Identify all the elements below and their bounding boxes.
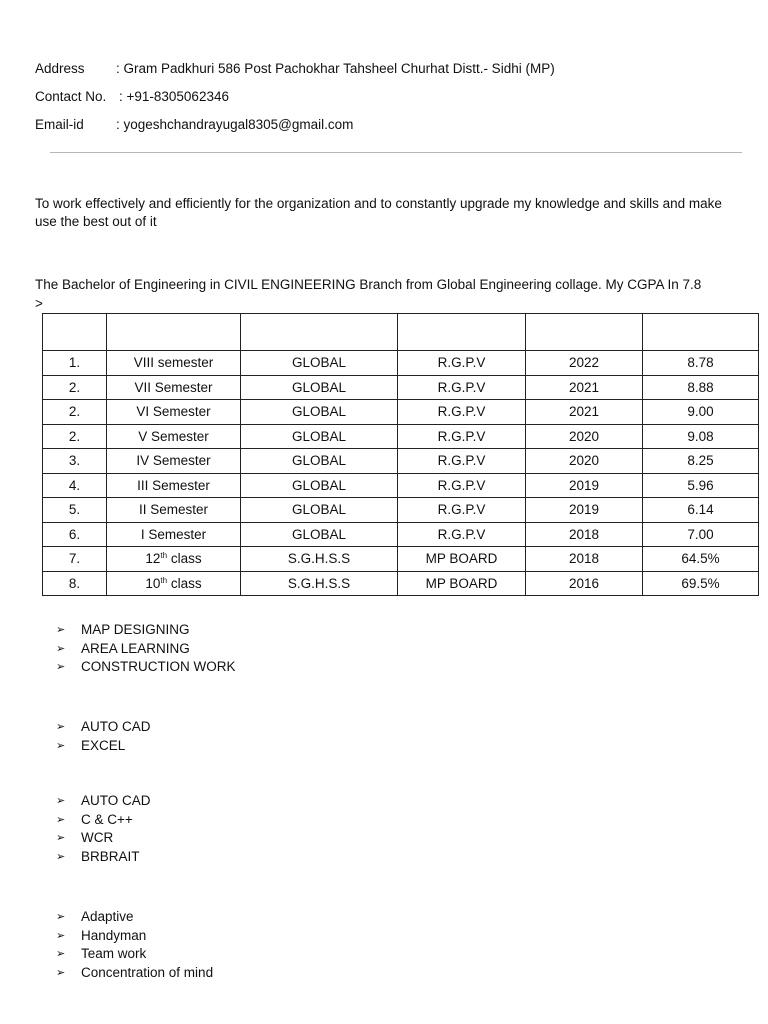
list-item	[56, 811, 151, 830]
row-course	[107, 375, 241, 400]
cell-course: II Semester	[138, 502, 209, 518]
table-row	[43, 375, 759, 400]
row-institute	[241, 571, 398, 596]
cell-score: 64.5%	[681, 551, 720, 567]
address-row	[35, 61, 555, 76]
list-item	[56, 621, 236, 640]
list-item	[56, 640, 236, 659]
row-number	[43, 498, 107, 523]
header-cell	[398, 314, 526, 351]
arrow-bullet-icon: ➢	[56, 661, 66, 674]
row-number	[43, 547, 107, 572]
row-number	[43, 375, 107, 400]
cell-institute: GLOBAL	[291, 428, 347, 444]
cell-board: R.G.P.V	[437, 404, 486, 420]
row-year	[526, 351, 643, 376]
row-course	[107, 522, 241, 547]
table-row	[43, 522, 759, 547]
row-course	[107, 351, 241, 376]
table-row	[43, 400, 759, 425]
list-item-text: BRBRAIT	[81, 848, 140, 864]
row-number	[43, 351, 107, 376]
row-board	[398, 424, 526, 449]
strengths-list	[56, 908, 213, 982]
cell-board: R.G.P.V	[437, 355, 486, 371]
row-year	[526, 473, 643, 498]
table-row	[43, 498, 759, 523]
cell-course: I Semester	[140, 526, 207, 542]
education-marker: >	[35, 296, 43, 311]
cell-board: R.G.P.V	[437, 379, 486, 395]
row-board	[398, 547, 526, 572]
row-institute	[241, 375, 398, 400]
arrow-bullet-icon: ➢	[56, 850, 66, 863]
arrow-bullet-icon: ➢	[56, 624, 66, 636]
cell-no: 3.	[68, 453, 81, 469]
arrow-bullet-icon: ➢	[56, 721, 66, 733]
list-item-text: WCR	[81, 830, 114, 846]
arrow-bullet-icon: ➢	[56, 832, 66, 845]
cell-institute: GLOBAL	[291, 453, 347, 469]
cell-board: R.G.P.V	[437, 477, 486, 493]
cell-no: 5.	[68, 502, 81, 518]
cell-no: 8.	[68, 575, 81, 591]
cell-course-sup: th	[160, 551, 168, 561]
email-value: : yogeshchandrayugal8305@gmail.com	[116, 117, 354, 132]
cell-board: R.G.P.V	[437, 453, 486, 469]
row-course	[107, 547, 241, 572]
cell-year: 2022	[568, 355, 600, 371]
education-table-header	[43, 314, 759, 351]
list-item-text: AUTO CAD	[81, 793, 151, 808]
row-institute	[241, 522, 398, 547]
row-board	[398, 571, 526, 596]
row-board	[398, 351, 526, 376]
cell-board: MP BOARD	[425, 575, 498, 591]
cell-board: R.G.P.V	[437, 502, 486, 518]
cell-board: R.G.P.V	[437, 428, 486, 444]
arrow-bullet-icon: ➢	[56, 911, 66, 923]
cell-year: 2016	[568, 575, 600, 591]
cell-course: VI Semester	[136, 404, 211, 420]
phone-row	[35, 89, 229, 104]
education-intro: The Bachelor of Engineering in CIVIL ENGINEERING Branch from Global Engineering collage. My CGPA In 7.8	[35, 277, 702, 292]
cell-year: 2019	[568, 502, 600, 518]
row-institute	[241, 498, 398, 523]
list-item	[56, 908, 213, 927]
cell-institute: GLOBAL	[291, 502, 347, 518]
cell-no: 7.	[68, 551, 81, 567]
row-institute	[241, 351, 398, 376]
header-cell	[241, 314, 398, 351]
row-year	[526, 547, 643, 572]
list-item	[56, 927, 213, 946]
table-row	[43, 473, 759, 498]
section-divider	[50, 152, 742, 153]
row-course	[107, 498, 241, 523]
cell-institute: S.G.H.S.S	[287, 575, 351, 591]
cell-course-suffix: class	[167, 551, 202, 567]
cell-institute: GLOBAL	[291, 526, 347, 542]
cell-institute: GLOBAL	[291, 404, 347, 420]
cell-course: VIII semester	[133, 355, 214, 371]
cell-score: 9.00	[687, 404, 714, 420]
cell-no: 1.	[68, 355, 81, 371]
list-item	[56, 848, 151, 867]
list-item-text: MAP DESIGNING	[81, 622, 190, 637]
cell-score: 8.25	[687, 453, 714, 469]
row-year	[526, 571, 643, 596]
list-item-text: C & C++	[81, 811, 133, 827]
row-board	[398, 522, 526, 547]
arrow-bullet-icon: ➢	[56, 739, 66, 752]
cell-no: 2.	[68, 379, 81, 395]
row-institute	[241, 449, 398, 474]
row-board	[398, 449, 526, 474]
cell-year: 2020	[568, 453, 600, 469]
cell-no: 6.	[68, 526, 81, 542]
list-item-text: Handyman	[81, 927, 147, 943]
row-score	[643, 522, 759, 547]
arrow-bullet-icon: ➢	[56, 966, 66, 979]
row-number	[43, 400, 107, 425]
cell-score: 6.14	[687, 502, 714, 518]
row-board	[398, 375, 526, 400]
row-number	[43, 449, 107, 474]
row-number	[43, 424, 107, 449]
cell-score: 9.08	[687, 428, 714, 444]
cell-no: 4.	[68, 477, 81, 493]
list-item-text: Team work	[81, 946, 147, 962]
list-item	[56, 829, 151, 848]
address-value: : Gram Padkhuri 586 Post Pachokhar Tahsheel Churhat Distt.- Sidhi (MP)	[116, 61, 555, 76]
cell-institute: GLOBAL	[291, 355, 347, 371]
cell-score: 8.78	[687, 355, 714, 371]
row-score	[643, 571, 759, 596]
cell-year: 2019	[568, 477, 600, 493]
cell-course: III Semester	[137, 477, 210, 493]
cell-year: 2021	[568, 404, 600, 420]
phone-label: Contact No.	[35, 89, 107, 104]
row-institute	[241, 473, 398, 498]
cell-score: 69.5%	[681, 575, 720, 591]
cell-course: 12	[145, 551, 161, 567]
table-row	[43, 351, 759, 376]
email-label: Email-id	[35, 117, 84, 132]
row-score	[643, 400, 759, 425]
cell-course: IV Semester	[136, 453, 211, 469]
row-score	[643, 449, 759, 474]
cell-course-sup: th	[160, 575, 168, 585]
arrow-bullet-icon: ➢	[56, 948, 66, 961]
row-year	[526, 400, 643, 425]
row-score	[643, 473, 759, 498]
list-item	[56, 718, 151, 737]
row-course	[107, 473, 241, 498]
row-institute	[241, 424, 398, 449]
row-course	[107, 424, 241, 449]
table-row	[43, 547, 759, 572]
arrow-bullet-icon: ➢	[56, 795, 66, 807]
list-item	[56, 658, 236, 677]
arrow-bullet-icon: ➢	[56, 642, 66, 655]
row-institute	[241, 400, 398, 425]
list-item-text: AUTO CAD	[81, 719, 151, 734]
list-item	[56, 792, 151, 811]
row-score	[643, 375, 759, 400]
row-year	[526, 424, 643, 449]
table-row	[43, 424, 759, 449]
row-number	[43, 522, 107, 547]
arrow-bullet-icon: ➢	[56, 813, 66, 826]
cell-institute: GLOBAL	[291, 379, 347, 395]
row-number	[43, 473, 107, 498]
row-year	[526, 375, 643, 400]
cell-board: MP BOARD	[425, 551, 498, 567]
list-item-text: Concentration of mind	[81, 964, 214, 980]
list-item	[56, 964, 213, 983]
interest-list	[56, 621, 236, 677]
row-number	[43, 571, 107, 596]
row-year	[526, 522, 643, 547]
cell-course: V Semester	[138, 428, 209, 444]
address-label: Address	[35, 61, 85, 76]
header-cell	[526, 314, 643, 351]
list-item-text: EXCEL	[81, 737, 126, 753]
row-board	[398, 400, 526, 425]
row-institute	[241, 547, 398, 572]
list-item	[56, 737, 151, 756]
header-cell	[107, 314, 241, 351]
header-cell	[643, 314, 759, 351]
arrow-bullet-icon: ➢	[56, 929, 66, 942]
cell-score: 8.88	[687, 379, 714, 395]
row-course	[107, 449, 241, 474]
cell-year: 2020	[568, 428, 600, 444]
software-list	[56, 718, 151, 755]
row-board	[398, 473, 526, 498]
cell-course: VII Semester	[134, 379, 213, 395]
cell-course-suffix: class	[167, 575, 202, 591]
row-score	[643, 547, 759, 572]
cell-no: 2.	[68, 428, 81, 444]
list-item-text: CONSTRUCTION WORK	[81, 659, 236, 675]
cell-institute: S.G.H.S.S	[287, 551, 351, 567]
list-item-text: AREA LEARNING	[81, 640, 190, 656]
phone-value: : +91-8305062346	[119, 89, 229, 104]
skills-list	[56, 792, 151, 866]
cell-year: 2018	[568, 526, 600, 542]
cell-score: 5.96	[687, 477, 714, 493]
row-score	[643, 498, 759, 523]
list-item-text: Adaptive	[81, 909, 134, 924]
list-item	[56, 945, 213, 964]
table-row	[43, 571, 759, 596]
header-cell	[43, 314, 107, 351]
cell-no: 2.	[68, 404, 81, 420]
row-score	[643, 351, 759, 376]
table-row	[43, 449, 759, 474]
objective-text: To work effectively and efficiently for the organization and to constantly upgrade my knowledge and skills and make use the best out of it	[35, 196, 722, 229]
education-table	[42, 313, 759, 596]
row-course	[107, 400, 241, 425]
row-year	[526, 449, 643, 474]
cell-year: 2021	[568, 379, 600, 395]
cell-board: R.G.P.V	[437, 526, 486, 542]
row-board	[398, 498, 526, 523]
row-year	[526, 498, 643, 523]
cell-year: 2018	[568, 551, 600, 567]
row-score	[643, 424, 759, 449]
row-course	[107, 571, 241, 596]
cell-institute: GLOBAL	[291, 477, 347, 493]
cell-course: 10	[145, 575, 161, 591]
cell-score: 7.00	[687, 526, 714, 542]
email-row	[35, 117, 354, 132]
